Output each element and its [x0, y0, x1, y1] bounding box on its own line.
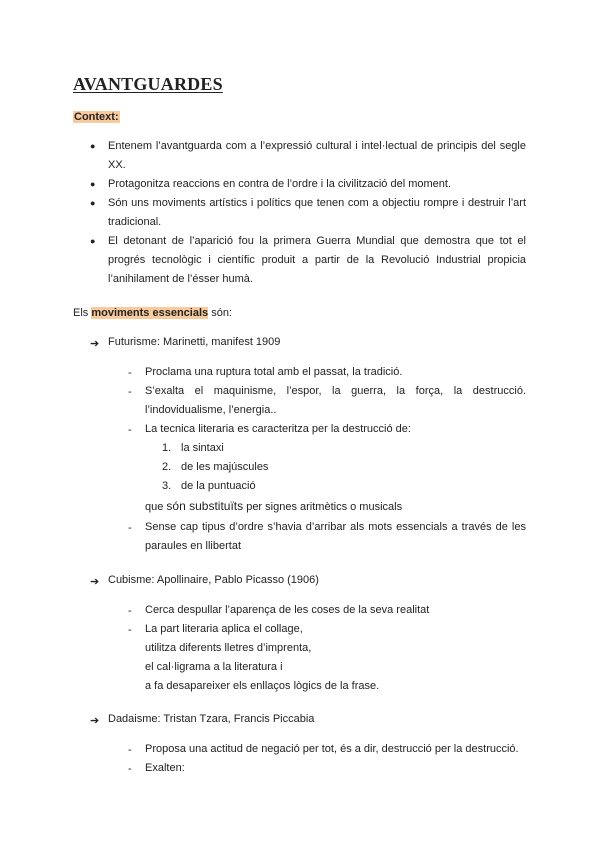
context-bullet-text: Són uns moviments artístics i polítics que tenen com a objectiu rompre i destruir l’art tradicional. [108, 197, 526, 228]
context-bullet [90, 232, 526, 289]
dadaisme-item: Exalten: [145, 762, 185, 774]
futurisme-heading: Futurisme: Marinetti, manifest 1909 [108, 336, 281, 348]
movements-intro [73, 304, 232, 323]
list-item: de les majúscules [181, 461, 269, 473]
dash-icon: - [128, 522, 132, 534]
list-number: 1. [162, 442, 172, 454]
substituits-line [145, 497, 402, 517]
dash-icon: - [128, 367, 132, 379]
substituits-suffix: per signes aritmètics o musicals [243, 501, 403, 513]
futurisme-item: Sense cap tipus d’ordre s’havia d’arribar als mots essencials a través de les paraules en llibertat [145, 521, 526, 552]
intro-text: Els [73, 307, 92, 319]
arrow-icon: ➔ [90, 338, 100, 350]
substituits-prefix: que [145, 501, 167, 513]
cubisme-item: Cerca despullar l’aparença de les coses de la seva realitat [145, 604, 430, 616]
context-bullet-text: Protagonitza reaccions en contra de l’ordre i la civilització del moment. [108, 178, 451, 190]
context-bullet [90, 137, 526, 175]
list-number: 3. [162, 480, 172, 492]
bullet-icon: ● [90, 236, 96, 246]
dash-icon: - [128, 744, 132, 756]
cubisme-continuation: a fa desapareixer els enllaços lògics de la frase. [145, 680, 380, 692]
dash-icon: - [128, 386, 132, 398]
cubisme-continuation: utilitza diferents lletres d’imprenta, [145, 642, 312, 654]
context-bullet [90, 175, 526, 194]
intro-highlight: moviments essencials [91, 307, 209, 319]
arrow-icon: ➔ [90, 715, 100, 727]
cubisme-continuation: el cal·ligrama a la literatura i [145, 661, 283, 673]
dash-icon: - [128, 763, 132, 775]
dash-icon: - [128, 605, 132, 617]
bullet-icon: ● [90, 179, 96, 189]
context-label: Context: [74, 111, 119, 123]
substituits-mid: són substituïts [166, 499, 244, 513]
futurisme-item: La tecnica literaria es caracteritza per la destrucció de: [145, 423, 411, 435]
futurisme-item: Proclama una ruptura total amb el passat, la tradició. [145, 366, 403, 378]
dadaisme-heading: Dadaisme: Tristan Tzara, Francis Piccabia [108, 713, 315, 725]
context-bullet [90, 194, 526, 232]
list-number: 2. [162, 461, 172, 473]
futurisme-item: S’exalta el maquinisme, l’espor, la guerra, la força, la destrucció. l’indovidualisme, l’energia.. [145, 385, 526, 416]
page-title: AVANTGUARDES [73, 74, 223, 94]
cubisme-item: La part literaria aplica el collage, [145, 623, 303, 635]
cubisme-heading: Cubisme: Apollinaire, Pablo Picasso (1906) [108, 574, 319, 586]
arrow-icon: ➔ [90, 576, 100, 588]
dadaisme-item: Proposa una actitud de negació per tot, és a dir, destrucció per la destrucció. [145, 743, 519, 755]
bullet-icon: ● [90, 141, 96, 151]
dash-icon: - [128, 424, 132, 436]
list-item: la sintaxi [181, 442, 224, 454]
dash-icon: - [128, 624, 132, 636]
list-item: de la puntuació [181, 480, 256, 492]
intro-text-end: són: [208, 307, 232, 319]
context-bullet-text: Entenem l’avantguarda com a l’expressió cultural i intel·lectual de principis del segle XX. [108, 140, 526, 171]
context-bullet-text: El detonant de l’aparició fou la primera Guerra Mundial que demostra que tot el progrés tecnològic i científic produit a partir de la Revolució Industrial propicia l’anihilament de l’ésser humà. [108, 235, 526, 285]
bullet-icon: ● [90, 198, 96, 208]
